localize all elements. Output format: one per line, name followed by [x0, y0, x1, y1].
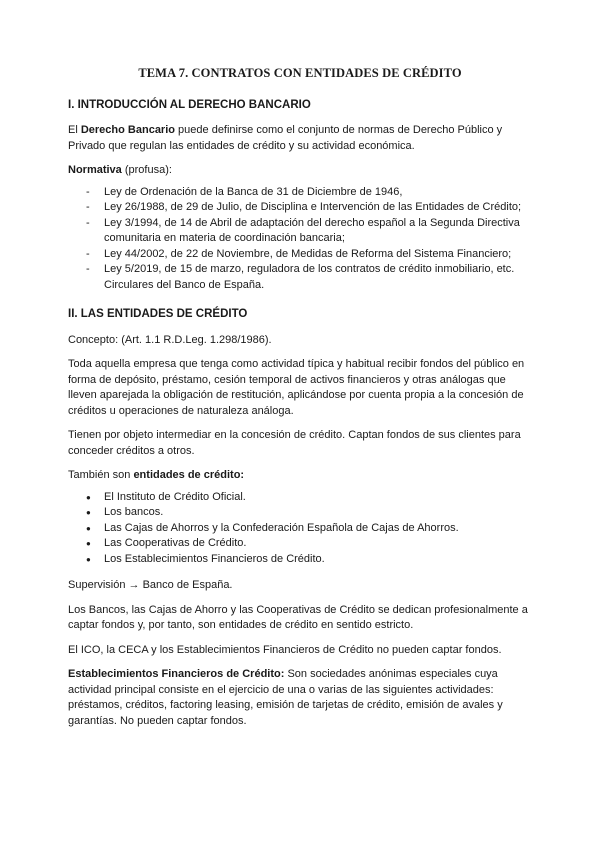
objeto-paragraph: Tienen por objeto intermediar en la concesión de crédito. Captan fondos de sus clientes para conceder créditos a otros.	[68, 429, 521, 457]
entities-list	[68, 490, 532, 568]
ico-paragraph: El ICO, la CECA y los Establecimientos Financieros de Crédito no pueden captar fondos.	[68, 643, 502, 656]
intro-bold-term: Derecho Bancario	[80, 124, 175, 136]
intro-paragraph	[68, 123, 532, 154]
supervision-paragraph: Supervisión → Banco de España.	[68, 579, 233, 591]
entity-item: ● Los bancos.	[68, 505, 532, 521]
normativa-label	[68, 163, 532, 179]
tambien-label	[68, 468, 532, 484]
tambien-bold: entidades de crédito:	[133, 469, 245, 481]
definition-paragraph: Toda aquella empresa que tenga como actividad típica y habitual recibir fondos del público en forma de depósito, préstamo, cesión temporal de activos financieros y otras análogas que lleven aparejada la obligación de restitución, aplicándose por cuenta propia a la concesión de créditos u operaciones de naturaleza análoga.	[68, 358, 525, 417]
efc-post: Son sociedades anónimas especiales cuya actividad principal consiste en el ejercicio de una o varias de las siguientes actividades: préstamos, créditos, factoring leasing, emisión de tarjetas de crédito, emisión de avales y garantías. No pueden captar fondos.	[68, 668, 503, 727]
law-item: - Ley 5/2019, de 15 de marzo, reguladora de los contratos de crédito inmobiliario, etc. Circulares del Banco de España.	[68, 262, 532, 293]
normativa-post: (profusa):	[121, 164, 172, 176]
section-heading-introduccion: I. INTRODUCCIÓN AL DERECHO BANCARIO	[68, 98, 311, 111]
entity-item: ● El Instituto de Crédito Oficial.	[68, 490, 532, 506]
efc-bold: Establecimientos Financieros de Crédito:	[68, 668, 285, 680]
intro-pre: El	[68, 124, 81, 136]
bancos-paragraph: Los Bancos, las Cajas de Ahorro y las Cooperativas de Crédito se dedican profesionalmente a captar fondos y, por tanto, son entidades de crédito en sentido estricto.	[68, 603, 528, 631]
tambien-pre: También son	[68, 469, 134, 481]
law-item: - Ley 44/2002, de 22 de Noviembre, de Medidas de Reforma del Sistema Financiero;	[68, 247, 532, 263]
document-title: TEMA 7. CONTRATOS CON ENTIDADES DE CRÉDITO	[138, 66, 462, 80]
laws-list	[68, 185, 532, 294]
law-item: - Ley 26/1988, de 29 de Julio, de Disciplina e Intervención de las Entidades de Crédito;	[68, 200, 532, 216]
law-item: - Ley de Ordenación de la Banca de 31 de Diciembre de 1946,	[68, 185, 532, 201]
entity-item: ● Las Cooperativas de Crédito.	[68, 536, 532, 552]
concepto-paragraph: Concepto: (Art. 1.1 R.D.Leg. 1.298/1986).	[68, 333, 272, 346]
entity-item: ● Las Cajas de Ahorros y la Confederación Española de Cajas de Ahorros.	[68, 521, 532, 537]
law-item: - Ley 3/1994, de 14 de Abril de adaptación del derecho español a la Segunda Directiva comunitaria en materia de coordinación bancaria;	[68, 216, 532, 247]
efc-paragraph	[68, 667, 532, 729]
section-heading-entidades: II. LAS ENTIDADES DE CRÉDITO	[68, 308, 248, 320]
normativa-bold: Normativa	[68, 164, 122, 176]
entity-item: ● Los Establecimientos Financieros de Crédito.	[68, 552, 532, 568]
intro-post: puede definirse como el conjunto de normas de Derecho Público y Privado que regulan las entidades de crédito y su actividad económica.	[68, 124, 503, 152]
